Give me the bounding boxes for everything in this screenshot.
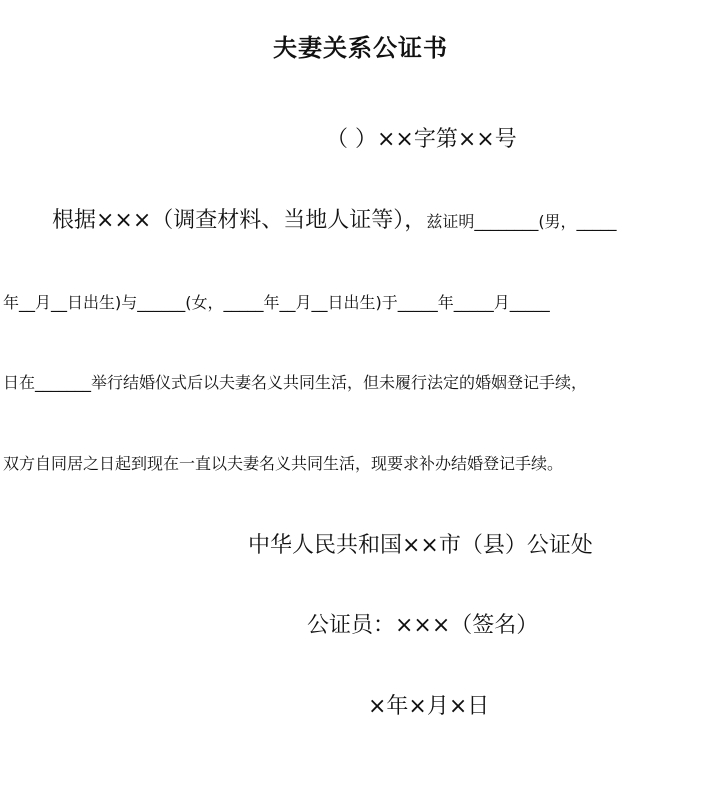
document-title: 夫妻关系公证书 bbox=[273, 34, 448, 62]
notary-signature: 公证员：×××（签名） bbox=[307, 613, 539, 638]
issuing-office: 中华人民共和国××市（县）公证处 bbox=[248, 533, 593, 558]
body-line-1-lead: 根据×××（调查材料、当地人证等）， bbox=[52, 208, 427, 233]
document-number: （ ）××字第××号 bbox=[326, 127, 517, 152]
body-line-2: 年__月__日出生)与______(女，_____年__月__日出生)于_____年_____月_____ bbox=[3, 293, 550, 312]
body-line-3: 日在_______举行结婚仪式后以夫妻名义共同生活，但未履行法定的婚姻登记手续， bbox=[3, 373, 588, 392]
body-line-4: 双方自同居之日起到现在一直以夫妻名义共同生活，现要求补办结婚登记手续。 bbox=[3, 454, 564, 473]
body-line-1-tail: 兹证明________(男，_____ bbox=[426, 212, 617, 231]
body-line-1 bbox=[52, 203, 617, 234]
document-date: ×年×月×日 bbox=[368, 694, 490, 719]
